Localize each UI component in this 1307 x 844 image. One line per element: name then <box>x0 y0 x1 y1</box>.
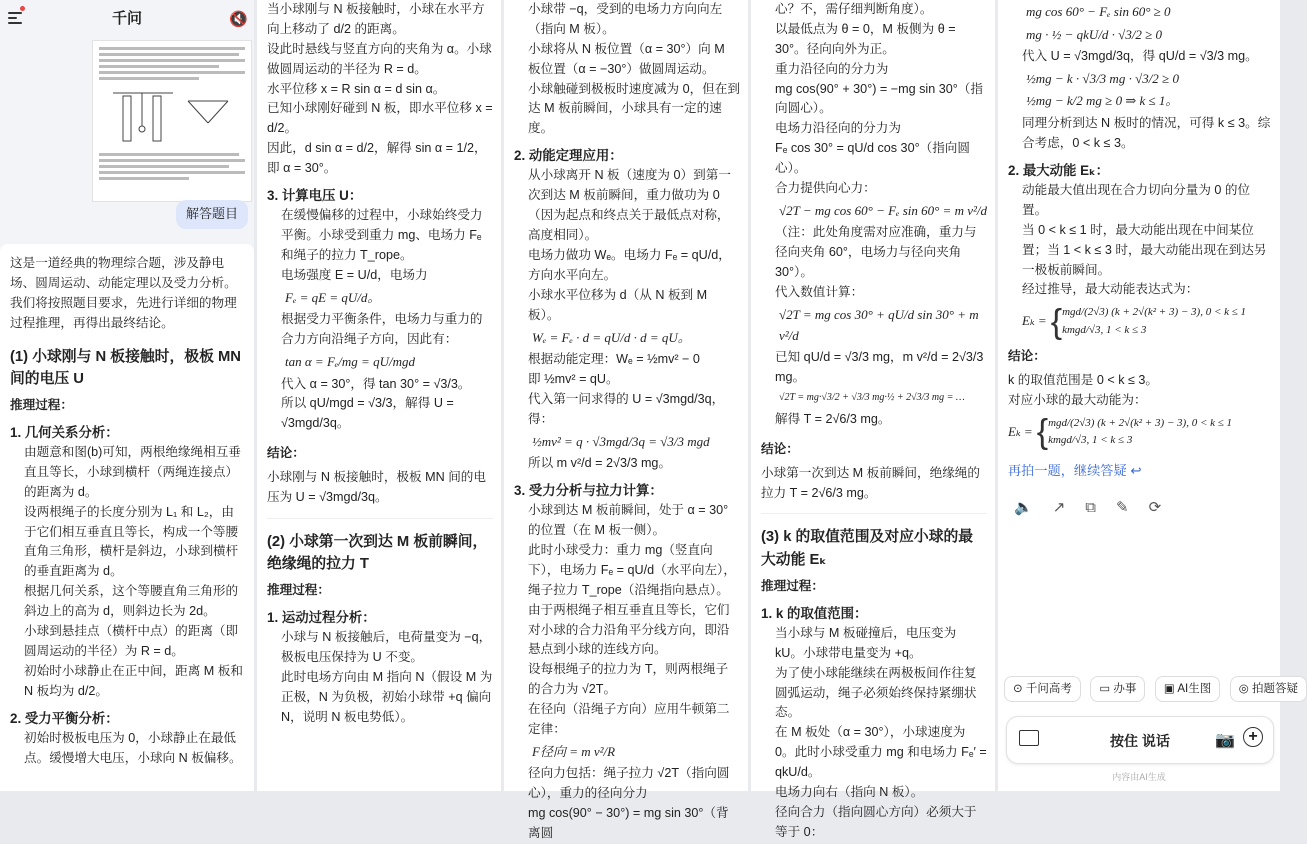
part2-title: (2) 小球第一次到达 M 板前瞬间，绝缘绳的拉力 T <box>267 533 488 573</box>
hold-to-talk-button[interactable]: 按住 说话 <box>1110 733 1170 749</box>
formula: Wₑ = Fₑ · d = qU/d · d = qU。 <box>532 329 691 345</box>
reasoning-label: 推理过程： <box>761 578 824 593</box>
formula: √2T = mg·√3/2 + √3/3 mg·½ + 2√3/3 mg = … <box>779 391 965 403</box>
answer-column-5 <box>998 0 1298 791</box>
pill-ai-image[interactable] <box>1155 676 1220 702</box>
text-line: 在径向（沿绳子方向）应用牛顿第二定律： <box>528 702 730 737</box>
text-line: 根据动能定理：Wₑ = ½mv² − 0 <box>528 352 700 367</box>
conclusion-label: 结论： <box>267 446 305 461</box>
text-line: 已知 qU/d = √3/3 mg，m v²/d = 2√3/3 mg。 <box>775 350 984 384</box>
formula: Fₑ = qE = qU/d。 <box>285 289 381 305</box>
conclusion-text: 小球刚与 N 板接触时，极板 MN 间的电压为 U = √3mgd/3q。 <box>267 470 486 505</box>
piece-1: mgd/(2√3) (k + 2√(k² + 3) − 3), 0 < k ≤ 1 <box>1062 306 1247 319</box>
text-line: 水平位移 x = R sin α = d sin α。 <box>267 81 446 96</box>
piece-2: kmgd/√3, 1 < k ≤ 3 <box>1062 323 1147 336</box>
text-line: 径向力包括：绳子拉力 √2T（指向圆心），重力的径向分力 <box>528 766 730 801</box>
plus-icon[interactable]: + <box>1243 727 1263 747</box>
geometry-line: 初始时小球静止在正中间，距离 M 板和 N 板均为 d/2。 <box>24 663 243 698</box>
conclusion-text: 小球第一次到达 M 板前瞬间，绝缘绳的拉力 T = 2√6/3 mg。 <box>761 465 980 500</box>
pill-ai-image-icon: ▣ <box>1163 683 1178 695</box>
text-line: 以最低点为 θ = 0，M 板侧为 θ = 30°。径向向外为正。 <box>775 21 956 56</box>
answer-card <box>0 244 254 791</box>
text-line: 小球水平位移为 d（从 N 板到 M 板）。 <box>528 287 708 322</box>
intro-text: 这是一道经典的物理综合题，涉及静电场、圆周运动、动能定理以及受力分析。我们将按照题目要求，先进行详细的物理过程推理，再得出最终结论。 <box>10 256 237 330</box>
text-line: 所以 qU/mgd = √3/3，解得 U = √3mgd/3q。 <box>281 396 454 431</box>
formula: tan α = Fₑ/mg = qU/mgd <box>285 354 415 370</box>
share-icon[interactable]: ↗ <box>1052 499 1066 517</box>
kinetic-title: 2. 动能定理应用： <box>514 148 623 164</box>
formula: √2T = mg cos 30° + qU/d sin 30° + m v²/d <box>779 307 979 343</box>
geometry-line: 根据几何关系，这个等腰直角三角形的斜边上的高为 d，则斜边长为 2d。 <box>24 584 239 619</box>
pill-service-icon: ▭ <box>1099 683 1114 695</box>
text-line: （注：此处角度需对应准确，重力与径向夹角 60°，电场力与径向夹角 30°）。 <box>775 225 977 280</box>
conclusion-label: 结论： <box>761 441 799 456</box>
shortcut-pills <box>998 676 1298 708</box>
text-line: 为了使小球能继续在两极板间作往复圆弧运动，绳子必须始终保持紧绷状态。 <box>775 665 977 720</box>
text-line: 在 M 板处（α = 30°），小球速度为 0。此时小球受重力 mg 和电场力 Fₑ′ = qkU/d。 <box>775 725 987 780</box>
retake-link[interactable]: 再拍一题，继续答疑 ↩ <box>1008 463 1142 479</box>
text-line: 小球到达 M 板前瞬间，处于 α = 30° 的位置（在 M 板一侧）。 <box>528 503 729 538</box>
question-image-figure <box>93 41 251 201</box>
text-line: 在缓慢偏移的过程中，小球始终受力平衡。小球受到重力 mg、电场力 Fₑ 和绳子的拉力 T_rope。 <box>281 208 483 262</box>
camera-icon[interactable]: 📷 <box>1215 732 1235 749</box>
answer-column-3 <box>504 0 748 841</box>
text-line: 重力沿径向的分力为 <box>775 61 889 76</box>
text-line: 从小球离开 N 板（速度为 0）到第一次到达 M 板前瞬间，重力做功为 0（因为起点和终点关于最低点对称，高度相同）。 <box>528 168 731 243</box>
text-line: 电场力做功 Wₑ。电场力 Fₑ = qU/d，方向水平向左。 <box>528 247 731 282</box>
pill-service[interactable] <box>1090 676 1145 702</box>
formula: ½mg − k/2 mg ≥ 0 ⇒ k ≤ 1。 <box>1026 93 1179 109</box>
text-line: 设此时悬线与竖直方向的夹角为 α。小球做圆周运动的半径为 R = d。 <box>267 41 492 76</box>
text-line: 所以 m v²/d = 2√3/3 mg。 <box>528 456 672 471</box>
text-line: 此时电场方向由 M 指向 N（假设 M 为正极，N 为负极，初始小球带 +q 偏向 N，说明 N 板电势低）。 <box>281 670 493 724</box>
reasoning-label: 推理过程： <box>267 583 330 598</box>
text-line: 电场力向右（指向 N 板）。 <box>775 784 924 799</box>
divider <box>761 513 987 514</box>
force-line: 初始时极板电压为 0，小球静止在最低点。缓慢增大电压，小球向 N 板偏移。 <box>24 730 242 765</box>
text-line: 经过推导，最大动能表达式为： <box>1022 282 1199 297</box>
text-line: 当小球与 M 板碰撞后，电压变为 kU。小球带电量变为 +q。 <box>775 625 957 660</box>
answer-column-2 <box>257 0 501 791</box>
piece-1: mgd/(2√3) (k + 2√(k² + 3) − 3), 0 < k ≤ 1 <box>1048 416 1233 429</box>
conclusion-label: 结论： <box>1008 349 1046 364</box>
app-title: 千问 <box>111 10 142 27</box>
voltage-title: 3. 计算电压 U： <box>267 188 363 204</box>
motion-title: 1. 运动过程分析： <box>267 610 376 626</box>
formula: ½mv² = q · √3mgd/3q = √3/3 mgd <box>532 433 710 449</box>
part3-title: (3) k 的取值范围及对应小球的最大动能 Eₖ <box>761 529 974 568</box>
geometry-line: 小球到悬挂点（横杆中点）的距离（即圆周运动的半径）为 R = d。 <box>24 624 239 658</box>
text-line: 电场强度 E = U/d，电场力 <box>281 267 428 282</box>
pill-photo-solve[interactable] <box>1230 676 1307 702</box>
text-line: 电场力沿径向的分力为 <box>775 121 901 136</box>
speaker-icon[interactable]: 🔈 <box>1014 499 1033 517</box>
text-line: 解得 T = 2√6/3 mg。 <box>775 411 891 426</box>
mute-icon[interactable]: 🔇 <box>229 11 248 28</box>
text-line: 当 0 < k ≤ 1 时，最大动能出现在中间某位置；当 1 < k ≤ 3 时，最大动能出现在到达另一极板前瞬间。 <box>1022 222 1267 277</box>
text-line: 心？不，需仔细判断角度）。 <box>775 2 933 16</box>
conclusion-k: k 的取值范围是 0 < k ≤ 3。 <box>1008 372 1159 387</box>
top-bar <box>0 0 254 34</box>
text-line: 设每根绳子的拉力为 T，则两根绳子的合力为 √2T。 <box>528 662 729 697</box>
tension-title: 3. 受力分析与拉力计算： <box>514 483 663 499</box>
pill-gaokao[interactable] <box>1004 676 1081 702</box>
solve-question-chip[interactable]: 解答题目 <box>176 200 248 229</box>
text-line: 代入第一问求得的 U = √3mgd/3q，得： <box>528 391 725 426</box>
pill-gaokao-icon: ⊙ <box>1013 683 1026 695</box>
answer-column-4 <box>751 0 995 839</box>
part1-title: (1) 小球刚与 N 板接触时，极板 MN 间的电压 U <box>10 348 241 387</box>
pill-service-label: 办事 <box>1113 683 1137 695</box>
formula: F径向 = m v²/R <box>532 743 616 759</box>
formula: √2T − mg cos 60° − Fₑ sin 60° = m v²/d <box>779 202 987 218</box>
text-line: 代入数值计算： <box>775 285 864 300</box>
text-line: 此时小球受力：重力 mg（竖直向下），电场力 Fₑ = qU/d（水平向左），绳子拉力 T_rope（沿绳指向悬点）。 <box>528 543 736 597</box>
question-image[interactable] <box>92 40 252 202</box>
input-bar <box>1006 716 1274 764</box>
text-line: 小球将从 N 板位置（α = 30°）向 M 板位置（α = −30°）做圆周运动。 <box>528 41 725 76</box>
text-line: 已知小球刚好碰到 N 板，即水平位移 x = d/2。 <box>267 101 493 136</box>
chat-panel <box>0 0 254 791</box>
formula: mg cos 60° − Fₑ sin 60° ≥ 0 <box>1026 4 1171 19</box>
text-line: 代入 α = 30°，得 tan 30° = √3/3。 <box>281 376 471 391</box>
text-line: 代入 U = √3mgd/3q，得 qU/d = √3/3 mg。 <box>1022 49 1258 64</box>
ai-disclaimer: 内容由AI生成 <box>1112 772 1166 782</box>
text-line: 径向合力（指向圆心方向）必须大于等于 0： <box>775 804 977 839</box>
text-line: 因此，d sin α = d/2，解得 sin α = 1/2，即 α = 30°。 <box>267 141 487 176</box>
piecewise-formula: Eₖ = { mgd/(2√3) (k + 2√(k² + 3) − 3), 0 < k ≤ 1 kmgd/√3, 1 < k ≤ 3 <box>1008 413 1233 452</box>
text-line: 当小球刚与 N 板接触时，小球在水平方向上移动了 d/2 的距离。 <box>267 2 485 36</box>
max-ke-title: 2. 最大动能 Eₖ： <box>1008 162 1110 178</box>
text-line: 根据受力平衡条件，电场力与重力的合力方向沿绳子方向，因此有： <box>281 312 483 347</box>
pill-photo-solve-icon: ◎ <box>1238 683 1252 695</box>
text-line: 即 ½mv² = qU。 <box>528 371 619 386</box>
reasoning-label: 推理过程： <box>10 397 73 412</box>
pill-photo-solve-label: 拍题答疑 <box>1251 683 1298 695</box>
text-line: Fₑ cos 30° = qU/d cos 30°（指向圆心）。 <box>775 141 970 176</box>
text-line: 同理分析到达 N 板时的情况，可得 k ≤ 3。综合考虑，0 < k ≤ 3。 <box>1022 116 1271 150</box>
geometry-line: 由题意和图(b)可知，两根绝缘绳相互垂直且等长，小球到横杆（两绳连接点）的距离为 d。 <box>24 445 241 499</box>
text-line: 小球带 −q，受到的电场力方向向左（指向 M 板）。 <box>528 2 723 36</box>
text-line: 由于两根绳子相互垂直且等长，它们对小球的合力沿角平分线方向，即沿悬点到小球的连线方向。 <box>528 602 730 657</box>
formula: mg · ½ − qkU/d · √3/2 ≥ 0 <box>1026 26 1163 42</box>
text-line: mg cos(90° + 30°) = −mg sin 30°（指向圆心）。 <box>775 81 983 116</box>
text-line: mg cos(90° − 30°) = mg sin 30°（背离圆 <box>528 806 729 841</box>
conclusion-ek: 对应小球的最大动能为： <box>1008 392 1147 407</box>
edit-icon[interactable]: ✎ <box>1115 499 1129 517</box>
geometry-title: 1. 几何关系分析： <box>10 424 119 440</box>
copy-icon[interactable]: ⧉ <box>1085 499 1096 517</box>
text-line: 小球触碰到极板时速度减为 0，但在到达 M 板前瞬间，小球具有一定的速度。 <box>528 81 741 136</box>
pill-ai-image-label: AI生图 <box>1177 683 1212 695</box>
geometry-line: 设两根绳子的长度分别为 L₁ 和 L₂，由于它们相互垂直且等长，构成一个等腰直角三角形，横杆是斜边，小球到横杆的垂直距离为 d。 <box>24 504 239 579</box>
piece-2: kmgd/√3, 1 < k ≤ 3 <box>1048 434 1133 447</box>
pill-gaokao-label: 千问高考 <box>1025 683 1072 695</box>
regenerate-icon[interactable]: ⟳ <box>1148 499 1162 517</box>
force-title: 2. 受力平衡分析： <box>10 710 119 726</box>
k-range-title: 1. k 的取值范围： <box>761 605 868 621</box>
divider <box>267 518 493 519</box>
formula: ½mg − k · √3/3 mg · √3/2 ≥ 0 <box>1026 70 1179 86</box>
action-icons <box>1014 496 1272 520</box>
text-line: 小球与 N 板接触后，电荷量变为 −q，极板电压保持为 U 不变。 <box>281 630 492 665</box>
text-line: 动能最大值出现在合力切向分量为 0 的位置。 <box>1022 182 1251 217</box>
text-line: 合力提供向心力： <box>775 181 876 196</box>
piecewise-formula: Eₖ = { mgd/(2√3) (k + 2√(k² + 3) − 3), 0 < k ≤ 1 kmgd/√3, 1 < k ≤ 3 <box>1022 302 1247 341</box>
